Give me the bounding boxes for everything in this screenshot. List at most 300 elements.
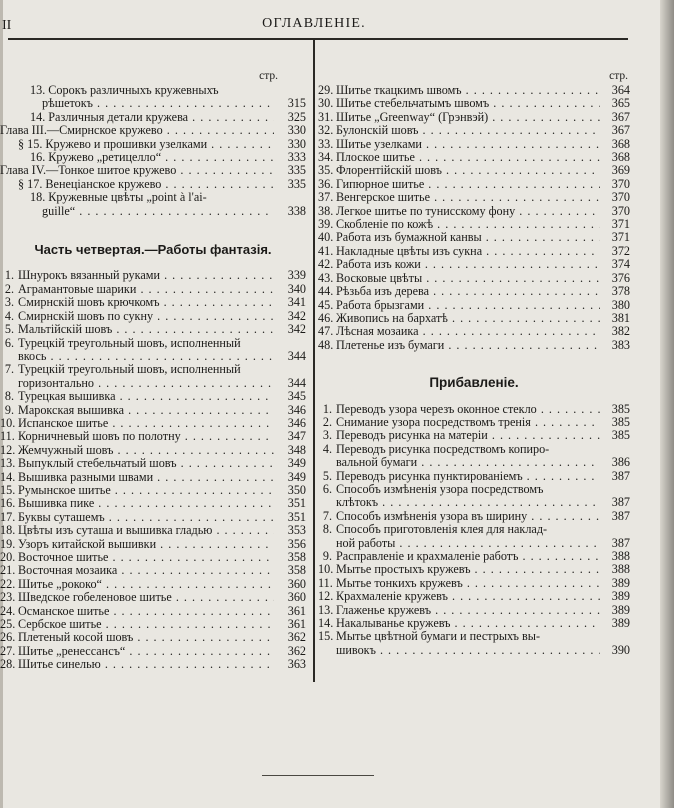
entry-number: 33. [318,136,334,151]
toc-entry[interactable] [0,618,306,631]
entry-page: 378 [611,284,630,299]
entry-page: 344 [287,375,306,390]
entry-title-wrap [18,296,274,309]
toc-entry-line [318,325,630,338]
entry-number: 14. [0,469,16,484]
entry-page: 340 [287,281,306,296]
entry-title-wrap [18,578,274,591]
entry-title-wrap [0,124,274,137]
toc-entry[interactable] [318,443,630,470]
entry-number: 19. [0,536,16,551]
entry-number: 6. [4,335,14,350]
entry-number: 2. [322,414,332,429]
entry-number: 3. [4,295,14,310]
toc-entry-line [0,191,306,204]
entry-number: 18. [0,523,16,538]
entry-number: 9. [4,402,14,417]
toc-entry-line [0,323,306,336]
entry-page: 362 [287,643,306,658]
entry-title-wrap [18,390,274,403]
entry-page: 351 [287,496,306,511]
entry-title-wrap [336,563,600,576]
entry-title: Восточное шитье [18,551,109,564]
toc-entry[interactable] [0,658,306,671]
toc-entry[interactable] [318,604,630,617]
entry-number: 21. [0,563,16,578]
toc-entry[interactable] [0,444,306,457]
toc-entry[interactable] [0,578,306,591]
entry-title-wrap [336,312,600,325]
entry-title: Флорентійскій шовъ [336,164,442,178]
toc-entry-line [318,429,630,442]
entry-title-wrap [336,245,600,258]
toc-entry[interactable] [0,591,306,604]
entry-page: 330 [287,136,306,151]
entry-title-wrap [336,604,600,617]
toc-entry-line [318,312,630,325]
toc-entry[interactable] [0,564,306,577]
toc-entry-line [0,551,306,564]
entry-title: Плоское шитье [336,151,415,165]
entry-title-wrap [18,511,274,524]
entry-title: Работа изъ кожи [336,258,421,272]
entry-title-wrap [18,430,274,443]
toc-entry-line [318,537,630,550]
toc-entry-line [0,363,306,376]
entry-title-wrap [336,84,600,97]
entry-title-continued-text: вальной бумаги [336,456,418,470]
entry-title: Турецкій треугольный шовъ, исполненный [18,336,241,350]
toc-entry-line [318,124,630,137]
toc-entry-line [318,403,630,416]
toc-entry-line [318,299,630,312]
entry-title: Глава IV.—Тонкое шитое кружево [0,164,177,178]
entry-title-wrap [0,164,274,177]
entry-title-wrap [336,510,600,523]
entry-page: 388 [611,562,630,577]
toc-entry[interactable] [0,524,306,537]
toc-entry[interactable] [0,138,306,151]
entry-title-continued-text: рѣшетокъ [42,97,93,111]
toc-entry[interactable] [318,164,630,177]
toc-entry-line [318,339,630,352]
entry-title: 14. Различныя детали кружева [30,110,189,124]
toc-entry-line [0,111,306,124]
entry-title: § 15. Кружево и прошивки узелками [18,137,208,151]
toc-entry[interactable] [318,299,630,312]
toc-entry[interactable] [318,617,630,630]
toc-entry-line [0,538,306,551]
toc-entry[interactable] [318,205,630,218]
toc-entry[interactable] [0,337,306,364]
entry-title-wrap [18,138,274,151]
works-list [0,269,306,671]
entry-number: 5. [4,322,14,337]
entry-number: 40. [318,230,334,245]
toc-entry[interactable] [0,310,306,323]
toc-entry-line [318,258,630,271]
entry-title: Переводъ узора черезъ оконное стекло [336,402,537,416]
toc-entry[interactable] [318,403,630,416]
section-title: Часть четвертая.—Работы фантазія. [34,242,272,258]
entry-title: Сербское шитье [18,618,102,632]
entry-title-wrap [18,269,274,282]
entry-title-wrap [18,658,274,671]
entry-title: Способъ измѣненія узора въ ширину [336,509,528,523]
toc-entry-line [318,191,630,204]
page-column-label: стр. [609,70,628,82]
toc-entry[interactable] [318,124,630,137]
entry-title: Способъ измѣненія узора посредствомъ [336,482,544,496]
entry-title-wrap [18,497,274,510]
toc-entry[interactable] [0,551,306,564]
entry-title-continued-text: guille“ [42,204,76,218]
entry-page: 365 [611,96,630,111]
entry-number: 5. [322,468,332,483]
toc-entry-line [318,590,630,603]
entry-title-wrap [18,457,274,470]
entry-number: 26. [0,630,16,645]
chapter-list [0,84,306,218]
entry-page: 348 [287,442,306,457]
toc-entry[interactable] [318,245,630,258]
toc-entry[interactable] [0,283,306,296]
entry-title: Жемчужный шовъ [18,443,114,457]
toc-entry[interactable] [318,312,630,325]
entry-title: Способъ приготовленія клея для наклад- [336,523,548,537]
toc-entry[interactable] [0,417,306,430]
entry-page: 346 [287,415,306,430]
toc-entry-line [318,231,630,244]
toc-entry[interactable] [318,325,630,338]
entry-title-continued [30,205,274,218]
entry-page: 368 [611,136,630,151]
toc-entry[interactable] [318,483,630,510]
entry-title: Глаженье кружевъ [336,603,432,617]
entry-number: 4. [322,441,332,456]
entry-title: Восковые цвѣты [336,271,423,285]
entry-title-wrap [18,631,274,644]
entry-title-continued-text: клѣтокъ [336,496,379,510]
toc-entry[interactable] [318,510,630,523]
toc-entry-line [0,377,306,390]
toc-entry-line [318,483,630,496]
toc-entry-line [0,151,306,164]
toc-entry-line [0,269,306,282]
entry-title: Переводъ рисунка посредствомъ копиро- [336,442,550,456]
entry-number: 48. [318,337,334,352]
entry-title: Переводъ рисунка на матеріи [336,429,488,443]
toc-entry[interactable] [0,363,306,390]
toc-entry-line [0,404,306,417]
toc-entry-line [318,138,630,151]
entry-number: 13. [318,602,334,617]
entry-title-wrap [336,151,600,164]
entry-number: 7. [322,508,332,523]
toc-entry[interactable] [0,645,306,658]
entry-page: 374 [611,257,630,272]
entry-title-wrap [18,178,274,191]
entry-page: 345 [287,389,306,404]
entry-number: 27. [0,643,16,658]
entry-page: 386 [611,455,630,470]
entry-page: 383 [611,337,630,352]
toc-entry-line [318,285,630,298]
entry-page: 380 [611,297,630,312]
toc-entry[interactable] [318,563,630,576]
toc-entry[interactable] [318,429,630,442]
toc-entry[interactable] [0,497,306,510]
toc-entry-line [318,577,630,590]
toc-entry-line [318,604,630,617]
toc-entry-line [318,205,630,218]
toc-entry[interactable] [318,339,630,352]
toc-entry[interactable] [318,285,630,298]
entry-title-wrap [336,258,600,271]
toc-entry-line [318,245,630,258]
toc-entry-line [0,645,306,658]
entry-number: 42. [318,257,334,272]
entry-page: 376 [611,270,630,285]
entry-number: 12. [318,589,334,604]
toc-entry-line [318,443,630,456]
entry-title-wrap [18,645,274,658]
toc-entry[interactable] [0,111,306,124]
toc-entry[interactable] [0,178,306,191]
entry-page: 385 [611,401,630,416]
entry-title-wrap [30,151,274,164]
toc-entry-line [318,470,630,483]
entry-number: 11. [318,575,333,590]
entry-number: 15. [318,629,334,644]
entry-title-wrap [336,429,600,442]
toc-entry-line [0,591,306,604]
toc-entry-line [0,337,306,350]
footer-rule [262,775,374,776]
toc-entry[interactable] [0,484,306,497]
entry-title-wrap [336,403,600,416]
entry-page: 362 [287,630,306,645]
toc-entry[interactable] [318,151,630,164]
toc-entry[interactable] [0,84,306,111]
entry-number: 41. [318,243,334,258]
toc-entry[interactable] [318,191,630,204]
toc-entry[interactable] [318,550,630,563]
toc-entry[interactable] [318,416,630,429]
toc-entry[interactable] [0,191,306,218]
entry-title-wrap [336,97,600,110]
toc-entry[interactable] [318,97,630,110]
entry-number: 22. [0,576,16,591]
toc-entry[interactable] [0,404,306,417]
toc-entry[interactable] [0,164,306,177]
toc-entry[interactable] [318,111,630,124]
entry-page: 358 [287,550,306,564]
entry-title-continued [336,496,600,509]
entry-number: 1. [322,401,332,416]
entry-number: 10. [0,415,16,430]
toc-entry[interactable] [318,218,630,231]
entry-title-wrap [18,538,274,551]
entry-page: 342 [287,322,306,337]
entry-title-wrap [336,339,600,352]
toc-entry[interactable] [0,457,306,470]
toc-entry-line [0,658,306,671]
entry-title: Узоръ китайской вышивки [18,537,157,551]
toc-entry[interactable] [318,577,630,590]
toc-entry[interactable] [0,538,306,551]
entry-number: 36. [318,176,334,191]
entry-title-wrap [336,550,600,563]
toc-entry-line [318,111,630,124]
works-list-continued [318,84,630,352]
toc-entry[interactable] [318,84,630,97]
toc-entry-line [0,444,306,457]
toc-entry[interactable] [318,590,630,603]
entry-title-wrap [336,111,600,124]
toc-entry[interactable] [318,231,630,244]
toc-entry[interactable] [318,272,630,285]
entry-page: 389 [611,616,630,631]
entry-title: Шнурокъ вязанный руками [18,269,161,283]
entry-number: 12. [0,442,16,457]
entry-number: 7. [4,362,14,377]
toc-entry-line [0,283,306,296]
toc-entry-line [318,496,630,509]
entry-title-wrap [336,285,600,298]
entry-number: 28. [0,657,16,672]
page-number: II [2,18,12,33]
entry-number: 20. [0,550,16,564]
entry-title: Накалыванье кружевъ [336,617,451,631]
entry-title-continued [336,456,600,469]
entry-page: 344 [287,348,306,363]
entry-number: 32. [318,123,334,138]
page-header: ОГЛАВЛЕНІЕ. [262,16,366,31]
entry-page: 370 [611,203,630,218]
toc-entry-line [0,84,306,97]
entry-number: 15. [0,482,16,497]
entry-page: 353 [287,523,306,538]
toc-entry[interactable] [318,138,630,151]
entry-title-continued-text: ной работы [336,536,396,550]
toc-entry[interactable] [0,151,306,164]
entry-title: Мальтійскій шовъ [18,323,113,337]
entry-title-wrap [336,325,600,338]
entry-page: 361 [287,617,306,632]
toc-entry[interactable] [318,523,630,550]
entry-title: Вышивка пике [18,497,95,511]
entry-title: § 17. Венеціанское кружево [18,177,162,191]
toc-entry[interactable] [0,430,306,443]
entry-page: 363 [287,657,306,672]
entry-title: Скобленіе по кожѣ [336,218,434,232]
entry-page: 347 [287,429,306,444]
entry-title-wrap [336,231,600,244]
entry-page: 346 [287,402,306,417]
entry-page: 335 [287,176,306,191]
entry-title-wrap [336,178,600,191]
entry-page: 342 [287,308,306,323]
toc-entry-line [0,457,306,470]
entry-title: Аграмантовые шарики [18,282,137,296]
entry-title-wrap [336,590,600,603]
entry-number: 3. [322,428,332,443]
entry-number: 43. [318,270,334,285]
toc-entry[interactable] [0,631,306,644]
toc-entry-line [0,310,306,323]
toc-entry[interactable] [318,258,630,271]
entry-title: Крахмаленіе кружевъ [336,590,448,604]
entry-title: Снимание узора посредствомъ тренія [336,415,531,429]
entry-page: 341 [287,295,306,310]
entry-page: 368 [611,150,630,165]
entry-page: 370 [611,176,630,191]
entry-title: Гипюрное шитье [336,177,425,191]
entry-number: 45. [318,297,334,312]
toc-entry-line [318,97,630,110]
entry-title-wrap [18,551,274,564]
entry-title-wrap [336,191,600,204]
toc-entry[interactable] [318,178,630,191]
entry-title: Мытье тонкихъ кружевъ [336,576,463,590]
toc-entry[interactable] [0,390,306,403]
toc-entry-line [318,218,630,231]
toc-entry-line [0,618,306,631]
toc-entry-line [0,178,306,191]
entry-title: Плетеный косой шовъ [18,631,134,645]
header-rule [8,38,628,40]
toc-entry[interactable] [318,630,630,657]
toc-entry-line [0,564,306,577]
entry-page: 339 [287,268,306,283]
entry-page: 382 [611,324,630,339]
entry-page: 356 [287,536,306,551]
entry-number: 11. [0,429,15,444]
toc-entry[interactable] [0,124,306,137]
toc-entry[interactable] [0,323,306,336]
toc-entry-line [318,151,630,164]
entry-title: Шитье узелками [336,137,422,151]
toc-entry[interactable] [318,470,630,483]
left-column [0,70,306,672]
entry-number: 4. [4,308,14,323]
toc-entry[interactable] [0,511,306,524]
entry-number: 8. [4,389,14,404]
toc-entry[interactable] [0,269,306,282]
entry-title: Буквы суташемъ [18,510,105,524]
entry-title: Живопись на бархатѣ [336,311,448,325]
entry-number: 16. [0,496,16,511]
toc-entry[interactable] [0,471,306,484]
toc-entry-line [318,416,630,429]
entry-page: 388 [611,549,630,563]
entry-title: 16. Кружево „ретицелло“ [30,151,162,165]
entry-title: Турецкій треугольный шовъ, исполненный [18,363,241,377]
entry-page: 387 [611,508,630,523]
entry-title: Восточная мозаика [18,564,118,578]
toc-entry-line [318,456,630,469]
toc-entry[interactable] [0,605,306,618]
entry-page: 387 [611,468,630,483]
entry-page: 361 [287,603,306,618]
entry-title-wrap [336,416,600,429]
toc-entry[interactable] [0,296,306,309]
entry-title: Расправленіе и крахмаленіе работъ [336,550,519,563]
entry-title: Шитье „рококо“ [18,577,102,591]
entry-page: 330 [287,123,306,138]
toc-entry-line [0,164,306,177]
